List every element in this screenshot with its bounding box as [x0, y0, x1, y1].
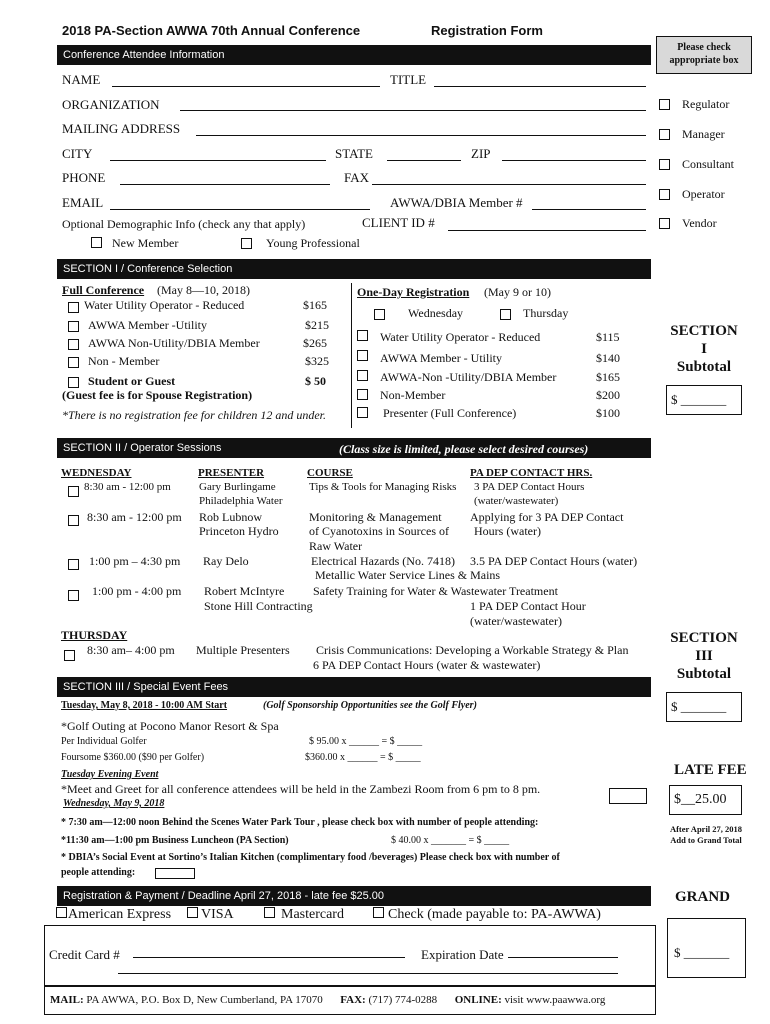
- phone-label: PHONE: [62, 170, 106, 185]
- session-presenter: Ray Delo: [203, 554, 249, 568]
- session-hours: 1 PA DEP Contact Hour: [470, 599, 586, 613]
- grand-total-title: GRAND: [675, 889, 730, 905]
- oneday-item-checkbox[interactable]: [357, 330, 368, 341]
- full-conference-title: Full Conference: [62, 283, 145, 297]
- section3-subtotal-value: $ _______: [671, 699, 727, 714]
- section3-subtotal-number: III: [695, 648, 713, 664]
- section2-bar: [57, 438, 651, 458]
- section3-subtotal-heading: [662, 629, 746, 683]
- title-field[interactable]: [434, 86, 646, 87]
- full-item-checkbox[interactable]: [68, 339, 79, 350]
- session-hours-note: (water/wastewater): [470, 614, 562, 628]
- full-item-checkbox[interactable]: [68, 377, 79, 388]
- session-presenter-org: Stone Hill Contracting: [204, 599, 313, 613]
- role-box-label: Please check appropriate box: [669, 42, 739, 66]
- late-fee-note-2: Add to Grand Total: [670, 835, 742, 845]
- col-course: COURSE: [307, 467, 353, 479]
- full-item-checkbox[interactable]: [68, 321, 79, 332]
- full-conference-dates: (May 8—10, 2018): [157, 283, 250, 297]
- section1-subtotal-label: Subtotal: [676, 359, 732, 375]
- section1-subtotal-title: SECTION: [670, 323, 738, 339]
- full-item-price: $ 50: [305, 374, 326, 388]
- session-hours: Applying for 3 PA DEP Contact: [470, 510, 624, 524]
- late-fee-box: [669, 785, 742, 815]
- late-fee-note: After April 27, 2018: [669, 824, 743, 834]
- client-id-field[interactable]: [448, 230, 646, 231]
- vendor-label: Vendor: [682, 216, 717, 230]
- tuesday-evening-heading: Tuesday Evening Event: [61, 769, 159, 780]
- amex-label: American Express: [68, 907, 172, 922]
- mail-label: MAIL:: [50, 994, 84, 1006]
- oneday-dates: (May 9 or 10): [484, 285, 551, 299]
- section3-subtotal-box[interactable]: [666, 692, 742, 722]
- session-course: Tips & Tools for Managing Risks: [309, 481, 457, 493]
- awwa-member-field[interactable]: [532, 209, 646, 210]
- session-presenter: Gary Burlingame: [199, 481, 276, 493]
- expiration-label: Expiration Date: [421, 947, 504, 962]
- mastercard-label: Mastercard: [281, 907, 344, 922]
- dbia-count-box[interactable]: [155, 868, 195, 879]
- card-number-label: Credit Card #: [49, 947, 120, 962]
- thursday-heading: THURSDAY: [61, 628, 128, 642]
- section3-bar: SECTION III / Special Event Fees: [57, 677, 651, 697]
- zip-field[interactable]: [502, 160, 646, 161]
- oneday-item-label: AWWA Member - Utility: [380, 351, 503, 365]
- card-details-box: [44, 925, 656, 986]
- late-fee-notes: [656, 824, 756, 846]
- footer-contact: [50, 994, 605, 1006]
- golf-foursome-label: Foursome $360.00 ($90 per Golfer): [61, 752, 205, 763]
- oneday-item-label: Presenter (Full Conference): [383, 406, 517, 420]
- full-item-price: $265: [303, 336, 327, 350]
- golf-individual-calc[interactable]: $ 95.00 x ______ = $ _____: [309, 736, 423, 747]
- zip-label: ZIP: [471, 146, 491, 161]
- children-note: *There is no registration fee for children 12 and under.: [62, 408, 326, 422]
- operator-checkbox[interactable]: [659, 189, 670, 200]
- session-presenter: Rob Lubnow: [199, 510, 262, 524]
- business-luncheon-calc[interactable]: $ 40.00 x _______ = $ _____: [391, 835, 510, 846]
- session-hours: 3.5 PA DEP Contact Hours (water): [470, 554, 638, 568]
- meet-greet-text: *Meet and Greet for all conference attendees will be held in the Zambezi Room from 6 pm to 8 pm.: [61, 782, 541, 796]
- email-label: EMAIL: [62, 195, 104, 210]
- title-label: TITLE: [390, 72, 427, 87]
- oneday-item-checkbox[interactable]: [357, 370, 368, 381]
- regulator-label: Regulator: [682, 97, 730, 111]
- business-luncheon-text: *11:30 am—1:00 pm Business Luncheon (PA Section): [61, 835, 289, 846]
- session-time: 1:00 pm - 4:00 pm: [92, 584, 182, 598]
- thursday-time: 8:30 am– 4:00 pm: [87, 643, 175, 657]
- full-item-price: $325: [305, 354, 329, 368]
- section1-subtotal-number: I: [701, 341, 707, 357]
- manager-checkbox[interactable]: [659, 129, 670, 140]
- city-label: CITY: [62, 146, 93, 161]
- late-fee-title: LATE FEE: [674, 762, 747, 778]
- meet-greet-count-box[interactable]: [609, 788, 647, 804]
- full-item-label: AWWA Non-Utility/DBIA Member: [88, 336, 260, 350]
- full-item-label: Non - Member: [88, 354, 160, 368]
- awwa-member-label: AWWA/DBIA Member #: [390, 195, 523, 210]
- session-checkbox[interactable]: [68, 486, 79, 497]
- oneday-item-price: $165: [596, 370, 620, 384]
- oneday-item-checkbox[interactable]: [357, 407, 368, 418]
- mailing-label: MAILING ADDRESS: [62, 121, 181, 136]
- full-item-label: Water Utility Operator - Reduced: [84, 298, 245, 312]
- role-box-header: [656, 36, 752, 74]
- golf-foursome-calc[interactable]: $360.00 x ______ = $ _____: [305, 752, 421, 763]
- section1-subtotal-heading: [662, 322, 746, 376]
- wednesday-date: Wednesday, May 9, 2018: [63, 798, 165, 809]
- card-number-field[interactable]: [133, 957, 405, 958]
- oneday-item-price: $140: [596, 351, 620, 365]
- new-member-label: New Member: [112, 236, 179, 250]
- session-checkbox[interactable]: [68, 515, 79, 526]
- thursday-label: Thursday: [523, 306, 569, 320]
- amex-checkbox[interactable]: [56, 907, 67, 918]
- mailing-field[interactable]: [196, 135, 646, 136]
- manager-label: Manager: [682, 127, 725, 141]
- young-professional-label: Young Professional: [266, 236, 360, 250]
- name-field[interactable]: [112, 86, 380, 87]
- visa-checkbox[interactable]: [187, 907, 198, 918]
- section1-subtotal-box[interactable]: [666, 385, 742, 415]
- name-label: NAME: [62, 72, 101, 87]
- session-time: 8:30 am - 12:00 pm: [87, 510, 182, 524]
- wednesday-checkbox[interactable]: [374, 309, 385, 320]
- col-presenter: PRESENTER: [198, 467, 265, 479]
- full-item-price: $165: [303, 298, 327, 312]
- full-item-price: $215: [305, 318, 329, 332]
- payment-bar: Registration & Payment / Deadline April 27, 2018 - late fee $25.00: [57, 886, 651, 906]
- fax-field[interactable]: [372, 184, 646, 185]
- attendee-section-bar: Conference Attendee Information: [57, 45, 651, 65]
- session-checkbox[interactable]: [68, 559, 79, 570]
- oneday-item-checkbox[interactable]: [357, 389, 368, 400]
- card-extra-line[interactable]: [118, 973, 618, 974]
- golf-title: *Golf Outing at Pocono Manor Resort & Spa: [61, 719, 279, 733]
- session-presenter: Robert McIntyre: [204, 584, 285, 598]
- full-item-checkbox[interactable]: [68, 302, 79, 313]
- session-course-line2: Metallic Water Service Lines & Mains: [315, 568, 501, 582]
- section3-subtotal-label: Subtotal: [676, 666, 732, 682]
- session-course: Electrical Hazards (No. 7418): [311, 554, 455, 568]
- section2-bar-title: SECTION II / Operator Sessions: [63, 442, 222, 454]
- email-field[interactable]: [110, 209, 370, 210]
- col-hours: PA DEP CONTACT HRS.: [470, 467, 593, 479]
- organization-field[interactable]: [180, 110, 646, 111]
- grand-total-value: $ _______: [674, 945, 730, 960]
- fax-footer-label: FAX:: [340, 994, 366, 1006]
- thursday-course: Crisis Communications: Developing a Workable Strategy & Plan: [316, 643, 629, 657]
- form-title: 2018 PA-Section AWWA 70th Annual Conference: [62, 23, 361, 38]
- oneday-item-price: $115: [596, 330, 620, 344]
- guest-note: (Guest fee is for Spouse Registration): [62, 388, 253, 402]
- session-hours: 3 PA DEP Contact Hours: [474, 481, 585, 493]
- state-label: STATE: [335, 146, 373, 161]
- session-course-line3: Raw Water: [309, 539, 363, 553]
- section1-divider: [351, 283, 352, 428]
- col-wednesday: WEDNESDAY: [61, 467, 132, 479]
- phone-field[interactable]: [120, 184, 330, 185]
- session-course: Safety Training for Water & Wastewater Treatment: [313, 584, 558, 598]
- late-fee-value: $__25.00: [674, 792, 727, 807]
- client-id-label: CLIENT ID #: [362, 215, 435, 230]
- fax-label: FAX: [344, 170, 370, 185]
- new-member-checkbox[interactable]: [91, 237, 102, 248]
- thursday-checkbox[interactable]: [500, 309, 511, 320]
- oneday-item-label: Non-Member: [380, 388, 446, 402]
- young-professional-checkbox[interactable]: [241, 238, 252, 249]
- dbia-event-text: * DBIA’s Social Event at Sortino’s Italian Kitchen (complimentary food /beverages) Please check box with number of: [61, 852, 560, 863]
- full-item-checkbox[interactable]: [68, 357, 79, 368]
- form-subtitle: Registration Form: [431, 23, 543, 38]
- full-item-label: Student or Guest: [88, 374, 176, 388]
- section2-bar-note: (Class size is limited, please select desired courses): [339, 442, 589, 456]
- session-checkbox[interactable]: [68, 590, 79, 601]
- city-field[interactable]: [110, 160, 326, 161]
- oneday-item-label: Water Utility Operator - Reduced: [380, 330, 541, 344]
- session-hours-note: Hours (water): [474, 524, 541, 538]
- operator-label: Operator: [682, 187, 725, 201]
- mail-address: PA AWWA, P.O. Box D, New Cumberland, PA 17070: [86, 994, 323, 1006]
- session-presenter-org: Philadelphia Water: [199, 495, 283, 507]
- oneday-item-label: AWWA-Non -Utility/DBIA Member: [380, 370, 557, 384]
- online-url[interactable]: visit www.paawwa.org: [504, 994, 606, 1006]
- regulator-checkbox[interactable]: [659, 99, 670, 110]
- check-label: Check (made payable to: PA-AWWA): [388, 907, 601, 922]
- oneday-title: One-Day Registration: [357, 285, 470, 299]
- state-field[interactable]: [387, 160, 461, 161]
- vendor-checkbox[interactable]: [659, 218, 670, 229]
- session-course: Monitoring & Management: [309, 510, 442, 524]
- session-course-line2: of Cyanotoxins in Sources of: [309, 524, 449, 538]
- thursday-session-checkbox[interactable]: [64, 650, 75, 661]
- consultant-checkbox[interactable]: [659, 159, 670, 170]
- oneday-item-price: $100: [596, 406, 620, 420]
- session-time: 8:30 am - 12:00 pm: [84, 481, 171, 493]
- water-park-tour-text: * 7:30 am—12:00 noon Behind the Scenes Water Park Tour , please check box with number of people attending:: [61, 817, 539, 828]
- visa-label: VISA: [201, 907, 234, 922]
- check-checkbox[interactable]: [373, 907, 384, 918]
- online-label: ONLINE:: [454, 994, 502, 1006]
- oneday-item-price: $200: [596, 388, 620, 402]
- golf-sponsorship-note: (Golf Sponsorship Opportunities see the Golf Flyer): [263, 700, 477, 711]
- wednesday-label: Wednesday: [408, 306, 464, 320]
- golf-date: Tuesday, May 8, 2018 - 10:00 AM Start: [61, 700, 228, 711]
- full-item-label: AWWA Member -Utility: [88, 318, 208, 332]
- organization-label: ORGANIZATION: [62, 97, 160, 112]
- dbia-event-text-line2: people attending:: [61, 867, 136, 878]
- section1-bar: SECTION I / Conference Selection: [57, 259, 651, 279]
- thursday-presenter: Multiple Presenters: [196, 643, 290, 657]
- optional-demographic-label: Optional Demographic Info (check any that apply): [62, 217, 306, 231]
- grand-total-box[interactable]: [667, 918, 746, 978]
- session-time: 1:00 pm – 4:30 pm: [89, 554, 181, 568]
- session-hours-note: (water/wastewater): [474, 495, 559, 507]
- section3-subtotal-title: SECTION: [670, 630, 738, 646]
- oneday-item-checkbox[interactable]: [357, 350, 368, 361]
- thursday-hours: 6 PA DEP Contact Hours (water & wastewater): [313, 658, 541, 672]
- mastercard-checkbox[interactable]: [264, 907, 275, 918]
- golf-individual-label: Per Individual Golfer: [61, 736, 147, 747]
- expiration-field[interactable]: [508, 957, 618, 958]
- fax-number: (717) 774-0288: [368, 994, 438, 1006]
- section1-subtotal-value: $ _______: [671, 392, 727, 407]
- session-presenter-org: Princeton Hydro: [199, 524, 279, 538]
- consultant-label: Consultant: [682, 157, 735, 171]
